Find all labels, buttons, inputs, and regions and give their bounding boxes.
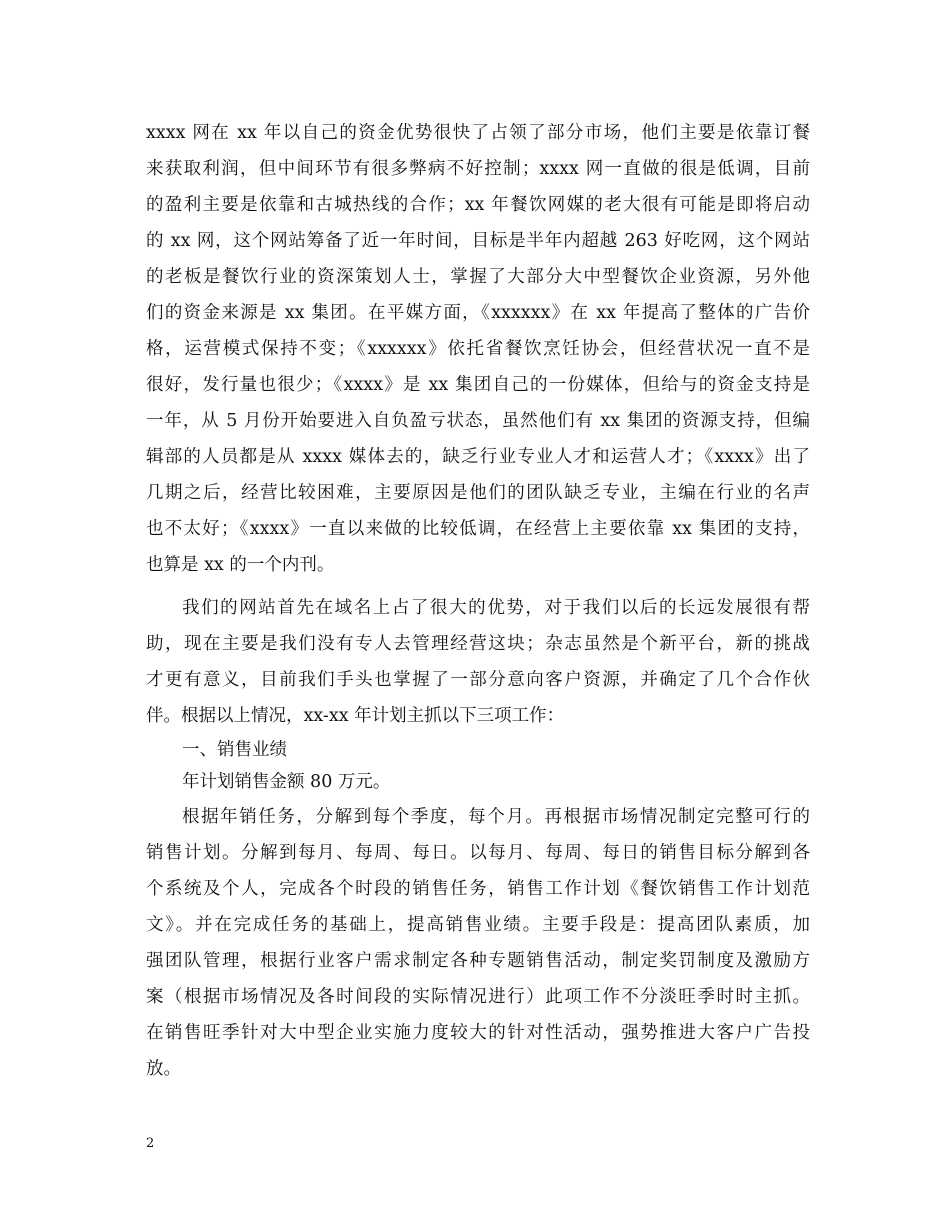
page-number: 2 (146, 1136, 155, 1151)
text-line: 才更有意义，目前我们手头也掌握了一部分意向客户资源，并确定了几个合作伙 (146, 670, 810, 690)
text-line: 在销售旺季针对大中型企业实施力度较大的针对性活动，强势推进大客户广告投 (146, 1023, 810, 1043)
text-line: 一年，从 5 月份开始要进入自负盈亏状态，虽然他们有 xx 集团的资源支持，但编 (146, 411, 810, 431)
text-line: 强团队管理，根据行业客户需求制定各种专题销售活动，制定奖罚制度及激励方 (146, 951, 810, 971)
text-line: 也不太好；《xxxx》一直以来做的比较低调，在经营上主要依靠 xx 集团的支持， (146, 519, 810, 539)
text-line: 年计划销售金额 80 万元。 (182, 772, 391, 792)
text-line: 助，现在主要是我们没有专人去管理经营这块；杂志虽然是个新平台，新的挑战 (146, 634, 810, 654)
text-line: 的 xx 网，这个网站筹备了近一年时间，目标是半年内超越 263 好吃网，这个网站 (146, 231, 810, 251)
text-line: 的盈利主要是依靠和古城热线的合作；xx 年餐饮网媒的老大很有可能是即将启动 (146, 195, 810, 215)
text-line: 伴。根据以上情况，xx-xx 年计划主抓以下三项工作： (146, 706, 565, 726)
text-line: 放。 (146, 1059, 181, 1079)
text-line: 辑部的人员都是从 xxxx 媒体去的，缺乏行业专业人才和运营人才；《xxxx》出了 (146, 447, 810, 467)
text-line: 来获取利润，但中间环节有很多弊病不好控制；xxxx 网一直做的很是低调，目前 (146, 159, 810, 179)
text-line: 们的资金来源是 xx 集团。在平媒方面，《xxxxxx》在 xx 年提高了整体的广告价 (146, 303, 810, 323)
text-line: 一、销售业绩 (182, 740, 287, 760)
text-line: 格，运营模式保持不变；《xxxxxx》依托省餐饮烹饪协会，但经营状况一直不是 (146, 339, 810, 359)
text-line: 个系统及个人，完成各个时段的销售任务，销售工作计划《餐饮销售工作计划范 (146, 879, 810, 899)
text-line: 也算是 xx 的一个内刊。 (146, 555, 335, 575)
text-line: 文》。并在完成任务的基础上，提高销售业绩。主要手段是：提高团队素质，加 (146, 915, 810, 935)
text-line: xxxx 网在 xx 年以自己的资金优势很快了占领了部分市场，他们主要是依靠订餐 (146, 123, 810, 143)
text-line: 案（根据市场情况及各时间段的实际情况进行）此项工作不分淡旺季时时主抓。 (146, 987, 810, 1007)
text-line: 的老板是餐饮行业的资深策划人士，掌握了大部分大中型餐饮企业资源，另外他 (146, 267, 810, 287)
text-line: 销售计划。分解到每月、每周、每日。以每月、每周、每日的销售目标分解到各 (146, 843, 810, 863)
text-line: 几期之后，经营比较困难，主要原因是他们的团队缺乏专业，主编在行业的名声 (146, 483, 810, 503)
text-line: 我们的网站首先在域名上占了很大的优势，对于我们以后的长远发展很有帮 (182, 598, 810, 618)
text-line: 很好，发行量也很少；《xxxx》是 xx 集团自己的一份媒体，但给与的资金支持是 (146, 375, 810, 395)
text-line: 根据年销任务，分解到每个季度，每个月。再根据市场情况制定完整可行的 (182, 807, 810, 827)
